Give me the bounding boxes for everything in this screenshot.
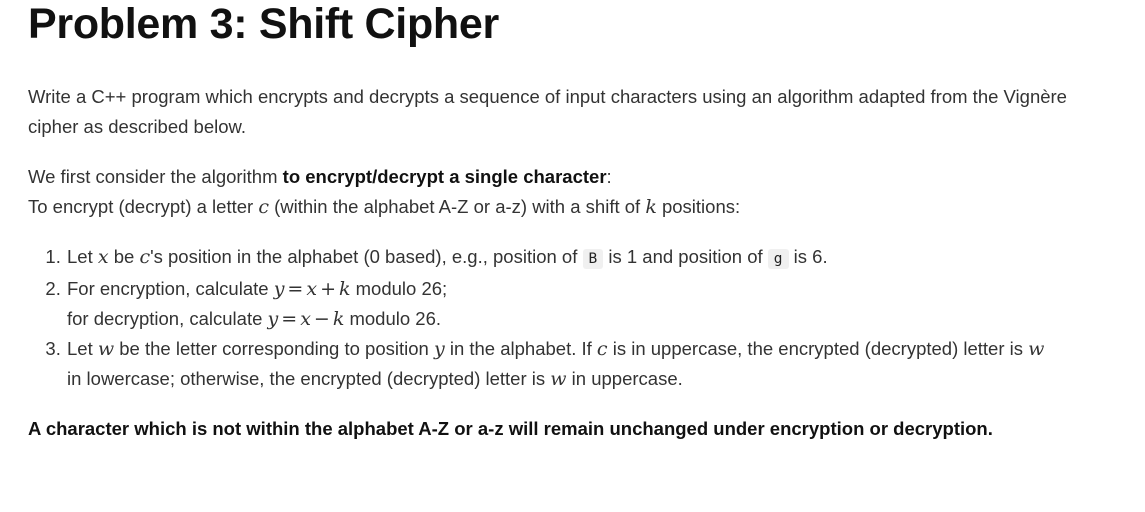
text: for decryption, calculate <box>67 308 268 329</box>
math-operator: + <box>320 278 336 300</box>
math-var-w: w <box>1028 338 1045 360</box>
text: 's position in the alphabet (0 based), e.g., position of <box>150 246 583 267</box>
math-var-y: y <box>433 338 445 360</box>
list-item <box>66 274 1117 334</box>
text: be <box>108 246 140 267</box>
text: positions: <box>656 196 741 217</box>
list-item <box>66 242 1117 274</box>
math-var-y: y <box>273 278 285 300</box>
math-var-k: k <box>338 278 351 300</box>
inline-code: B <box>583 249 604 269</box>
math-operator: = <box>287 278 304 300</box>
page-title: Problem 3: Shift Cipher <box>28 0 499 48</box>
text: in uppercase. <box>566 368 683 389</box>
math-var-y: y <box>267 308 279 330</box>
text: To encrypt (decrypt) a letter <box>28 196 259 217</box>
text: (within the alphabet A-Z or a-z) with a shift of <box>268 196 646 217</box>
final-note: A character which is not within the alphabet A-Z or a-z will remain unchanged under encryption or decryption. <box>28 418 993 439</box>
text: modulo 26; <box>350 278 448 299</box>
math-var-x: x <box>306 278 318 300</box>
math-var-c: c <box>596 338 608 360</box>
text: in lowercase; otherwise, the encrypted (decrypted) letter is <box>67 368 551 389</box>
math-var-w: w <box>550 368 567 390</box>
math-var-c: c <box>139 246 151 268</box>
emphasis-text: to encrypt/decrypt a single character <box>282 166 607 187</box>
math-var-w: w <box>97 338 115 360</box>
text: : <box>606 166 612 187</box>
algorithm-intro-paragraph <box>28 162 1117 222</box>
math-operator: = <box>281 308 298 330</box>
text: be the letter corresponding to position <box>114 338 434 359</box>
text: is 6. <box>788 246 828 267</box>
math-var-x: x <box>300 308 311 330</box>
math-var-x: x <box>97 246 109 268</box>
list-item <box>66 334 1117 394</box>
math-operator: − <box>313 308 330 330</box>
math-var-k: k <box>332 308 345 330</box>
inline-code: g <box>768 249 789 269</box>
text: in the alphabet. If <box>444 338 597 359</box>
math-var-k: k <box>645 196 657 218</box>
text: Let <box>67 338 98 359</box>
text: For encryption, calculate <box>67 278 274 299</box>
math-var-c: c <box>258 196 269 218</box>
text: is 1 and position of <box>603 246 768 267</box>
text: We first consider the algorithm <box>28 166 283 187</box>
text: Let <box>67 246 98 267</box>
text: is in uppercase, the encrypted (decrypted) letter is <box>607 338 1029 359</box>
text: modulo 26. <box>344 308 442 329</box>
intro-paragraph: Write a C++ program which encrypts and decrypts a sequence of input characters using an algorithm adapted from the Vignère cipher as described below. <box>28 86 1067 137</box>
steps-list <box>28 242 1117 394</box>
